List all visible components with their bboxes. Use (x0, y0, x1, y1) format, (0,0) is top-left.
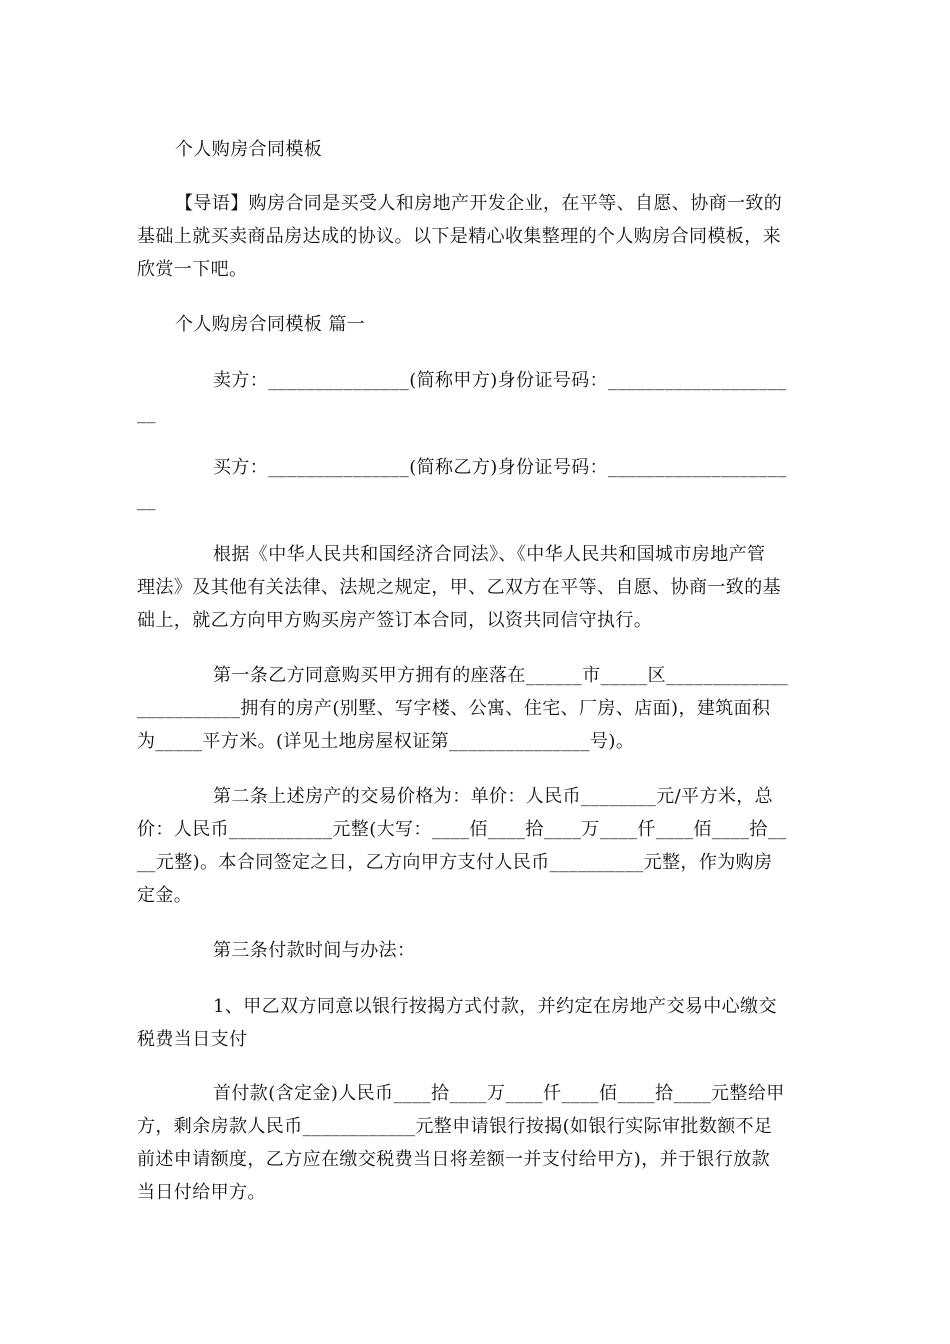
article-1-line: 第一条乙方同意购买甲方拥有的座落在______市_____区_____________ (213, 665, 789, 686)
basis-line: 础上，就乙方向甲方购买房产签订本合同，以资共同信守执行。 (137, 610, 653, 631)
article-1-line: ___________拥有的房产(别墅、写字楼、公寓、住宅、厂房、店面)，建筑面积 (137, 698, 771, 719)
buyer-line: 买方：_______________(简称乙方)身份证号码：___________________ (213, 457, 787, 478)
article-2-line: 定金。 (137, 885, 193, 906)
seller-paragraph (137, 364, 809, 430)
seller-line: 卖方：_______________(简称甲方)身份证号码：___________________ (213, 370, 787, 391)
article-2-line: 第二条上述房产的交易价格为：单价：人民币________元/平方米，总 (213, 786, 774, 807)
article-1-paragraph (137, 659, 809, 758)
payment-paragraph (137, 1077, 809, 1209)
section-title (137, 308, 847, 341)
article-2-line: 价：人民币___________元整(大写：____佰____拾____万____仟____佰____拾__ (137, 819, 787, 840)
basis-paragraph (137, 538, 809, 637)
payment-line: 前述申请额度，乙方应在缴交税费当日将差额一并支付给甲方)，并于银行放款 (137, 1149, 771, 1170)
intro-paragraph (137, 187, 847, 286)
article-2-line: __元整)。本合同签定之日，乙方向甲方支付人民币__________元整，作为购房 (137, 852, 773, 873)
clause-1-paragraph (137, 990, 809, 1056)
article-2-paragraph (137, 780, 809, 912)
intro-line: 基础上就买卖商品房达成的协议。以下是精心收集整理的个人购房合同模板，来 (137, 226, 781, 247)
article-3-title (137, 934, 809, 967)
title-text: 个人购房合同模板 (175, 139, 323, 160)
payment-line: 当日付给甲方。 (137, 1182, 266, 1203)
clause-1-line: 1、甲乙双方同意以银行按揭方式付款，并约定在房地产交易中心缴交 (213, 996, 777, 1017)
payment-line: 方，剩余房款人民币____________元整申请银行按揭(如银行实际审批数额不足 (137, 1116, 773, 1137)
seller-line: __ (137, 403, 156, 424)
basis-line: 理法》及其他有关法律、法规之规定，甲、乙双方在平等、自愿、协商一致的基 (137, 577, 781, 598)
buyer-line: __ (137, 490, 156, 511)
clause-1-line: 税费当日支付 (137, 1029, 248, 1050)
article-3-title-text: 第三条付款时间与办法： (213, 940, 416, 961)
payment-line: 首付款(含定金)人民币____拾____万____仟____佰____拾____元整给甲 (213, 1083, 785, 1104)
section-title-text: 个人购房合同模板 篇一 (175, 314, 366, 335)
buyer-paragraph (137, 451, 809, 517)
intro-line: 欣赏一下吧。 (137, 259, 248, 280)
basis-line: 根据《中华人民共和国经济合同法》、《中华人民共和国城市房地产管 (213, 544, 766, 565)
article-1-line: 为_____平方米。(详见土地房屋权证第_______________号)。 (137, 731, 635, 752)
intro-line: 【导语】购房合同是买受人和房地产开发企业，在平等、自愿、协商一致的 (175, 193, 783, 214)
document-title (137, 133, 847, 166)
